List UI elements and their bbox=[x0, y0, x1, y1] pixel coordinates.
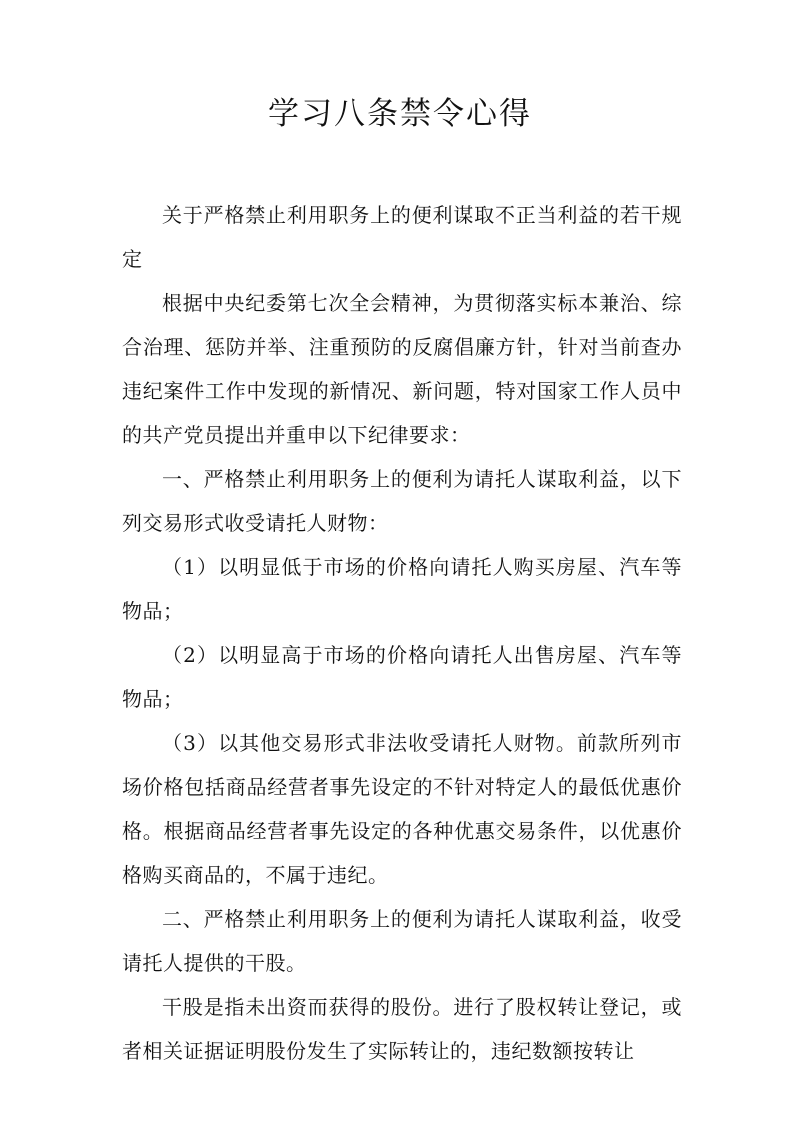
paragraph-article-two: 二、严格禁止利用职务上的便利为请托人谋取利益，收受请托人提供的干股。 bbox=[122, 907, 682, 975]
paragraph-item-1: （1）以明显低于市场的价格向请托人购买房屋、汽车等物品； bbox=[122, 555, 682, 623]
paragraph-item-2: （2）以明显高于市场的价格向请托人出售房屋、汽车等物品； bbox=[122, 643, 682, 711]
document-title: 学习八条禁令心得 bbox=[268, 96, 532, 132]
paragraph-regulation-heading: 关于严格禁止利用职务上的便利谋取不正当利益的若干规定 bbox=[122, 203, 682, 271]
paragraph-preamble: 根据中央纪委第七次全会精神，为贯彻落实标本兼治、综合治理、惩防并举、注重预防的反腐倡廉方针，针对当前查办违纪案件工作中发现的新情况、新问题，特对国家工作人员中的共产党员提出并重申以下纪律要求： bbox=[122, 291, 682, 447]
document-body bbox=[122, 193, 682, 1073]
paragraph-dry-shares-definition: 干股是指未出资而获得的股份。进行了股权转让登记，或者相关证据证明股份发生了实际转让的，违纪数额按转让 bbox=[122, 995, 682, 1063]
paragraph-item-3: （3）以其他交易形式非法收受请托人财物。前款所列市场价格包括商品经营者事先设定的不针对特定人的最低优惠价格。根据商品经营者事先设定的各种优惠交易条件，以优惠价格购买商品的，不属于违纪。 bbox=[122, 731, 682, 887]
paragraph-article-one: 一、严格禁止利用职务上的便利为请托人谋取利益，以下列交易形式收受请托人财物： bbox=[122, 467, 682, 535]
